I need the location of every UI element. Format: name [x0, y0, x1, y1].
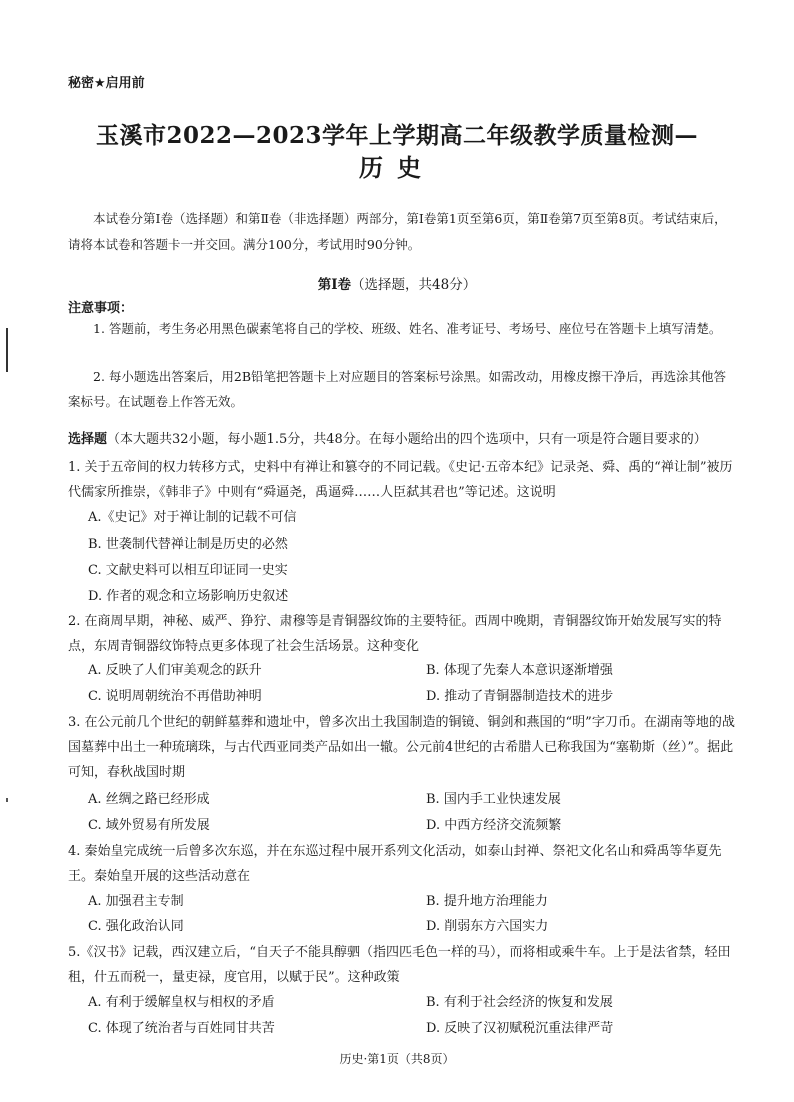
part1-title: 第Ⅰ卷: [317, 277, 352, 293]
question-4-option-d: D. 削弱东方六国实力: [426, 919, 549, 934]
part1-subtitle: （选择题，共48分）: [351, 277, 477, 293]
question-stem-2: 2. 在商周早期，神秘、威严、狰狞、肃穆等是青铜器纹饰的主要特征。西周中晚期，青铜器纹饰开始发展写实的特点，东周青铜器纹饰特点更多体现了社会生活场景。这种变化: [68, 614, 722, 654]
question-stem-5: 5.《汉书》记载，西汉建立后，“自天子不能具醇驷（指四匹毛色一样的马），而将相或乘牛车。上于是法省禁，轻田租，什五而税一，量吏禄，度官用，以赋于民”。这种政策: [68, 945, 731, 985]
note-item: 1. 答题前，考生务必用黑色碳素笔将自己的学校、班级、姓名、准考证号、考场号、座位号在答题卡上填写清楚。: [93, 321, 722, 336]
part1-heading: [0, 273, 794, 293]
question-1-option-d: D. 作者的观念和立场影响历史叙述: [88, 589, 289, 604]
question-2-option-a: A. 反映了人们审美观念的跃升: [88, 663, 262, 678]
section-label: 选择题: [68, 432, 108, 447]
section-description: （本大题共32小题，每小题1.5分，共48分。在每小题给出的四个选项中，只有一项是符合题目要求的）: [107, 432, 707, 447]
question-4-option-c: C. 强化政治认同: [88, 919, 184, 934]
question-3-option-a: A. 丝绸之路已经形成: [88, 792, 210, 807]
question-5-option-c: C. 体现了统治者与百姓同甘共苦: [88, 1021, 275, 1036]
scan-speck: [6, 798, 8, 802]
question-stem-4: 4. 秦始皇完成统一后曾多次东巡，并在东巡过程中展开系列文化活动，如泰山封禅、祭祀文化名山和舜禹等华夏先王。秦始皇开展的这些活动意在: [68, 844, 722, 884]
question-2-option-b: B. 体现了先秦人本意识逐渐增强: [426, 663, 613, 678]
question-5-option-a: A. 有利于缓解皇权与相权的矛盾: [88, 995, 275, 1010]
question-stem-1: 1. 关于五帝间的权力转移方式，史料中有禅让和篡夺的不同记载。《史记·五帝本纪》记录尧、舜、禹的“禅让制”被历代儒家所推崇，《韩非子》中则有“舜逼尧，禹逼舜……人臣弑其君也”等记述。这说明: [68, 460, 733, 500]
question-3-option-c: C. 域外贸易有所发展: [88, 818, 210, 833]
question-4-option-b: B. 提升地方治理能力: [426, 894, 548, 909]
question-1-option-a: A.《史记》对于禅让制的记载不可信: [88, 510, 297, 525]
exam-title: 玉溪市2022—2023学年上学期高二年级教学质量检测—: [95, 122, 699, 149]
question-5-option-b: B. 有利于社会经济的恢复和发展: [426, 995, 613, 1010]
notes-heading: 注意事项：: [68, 301, 134, 316]
question-1-option-c: C. 文献史料可以相互印证同一史实: [88, 563, 288, 578]
question-2-option-d: D. 推动了青铜器制造技术的进步: [426, 689, 614, 704]
question-4-option-a: A. 加强君主专制: [88, 894, 184, 909]
question-3-option-b: B. 国内手工业快速发展: [426, 792, 561, 807]
question-5-option-d: D. 反映了汉初赋税沉重法律严苛: [426, 1021, 614, 1036]
section-heading: [68, 428, 748, 447]
subject-title: 历史: [359, 153, 435, 182]
exam-intro: 本试卷分第Ⅰ卷（选择题）和第Ⅱ卷（非选择题）两部分，第Ⅰ卷第1页至第6页，第Ⅱ卷第7页至第8页。考试结束后，请将本试卷和答题卡一并交回。满分100分，考试用时90分钟。: [68, 211, 727, 252]
page-footer: 历史·第1页（共8页）: [339, 1052, 455, 1066]
binding-margin-mark: [6, 328, 8, 372]
question-2-option-c: C. 说明周朝统治不再借助神明: [88, 689, 262, 704]
confidential-label: 秘密★启用前: [68, 76, 145, 91]
note-item: 2. 每小题选出答案后，用2B铅笔把答题卡上对应题目的答案标号涂黑。如需改动，用橡皮擦干净后，再选涂其他答案标号。在试题卷上作答无效。: [68, 369, 727, 409]
question-stem-3: 3. 在公元前几个世纪的朝鲜墓葬和遗址中，曾多次出土我国制造的铜镜、铜剑和燕国的“明”字刀币。在湖南等地的战国墓葬中出土一种琉璃珠，与古代西亚同类产品如出一辙。公元前4世纪的古希腊人已称我国为“塞勒斯（丝）”。据此可知，春秋战国时期: [68, 715, 735, 780]
question-1-option-b: B. 世袭制代替禅让制是历史的必然: [88, 537, 288, 552]
question-3-option-d: D. 中西方经济交流频繁: [426, 818, 562, 833]
